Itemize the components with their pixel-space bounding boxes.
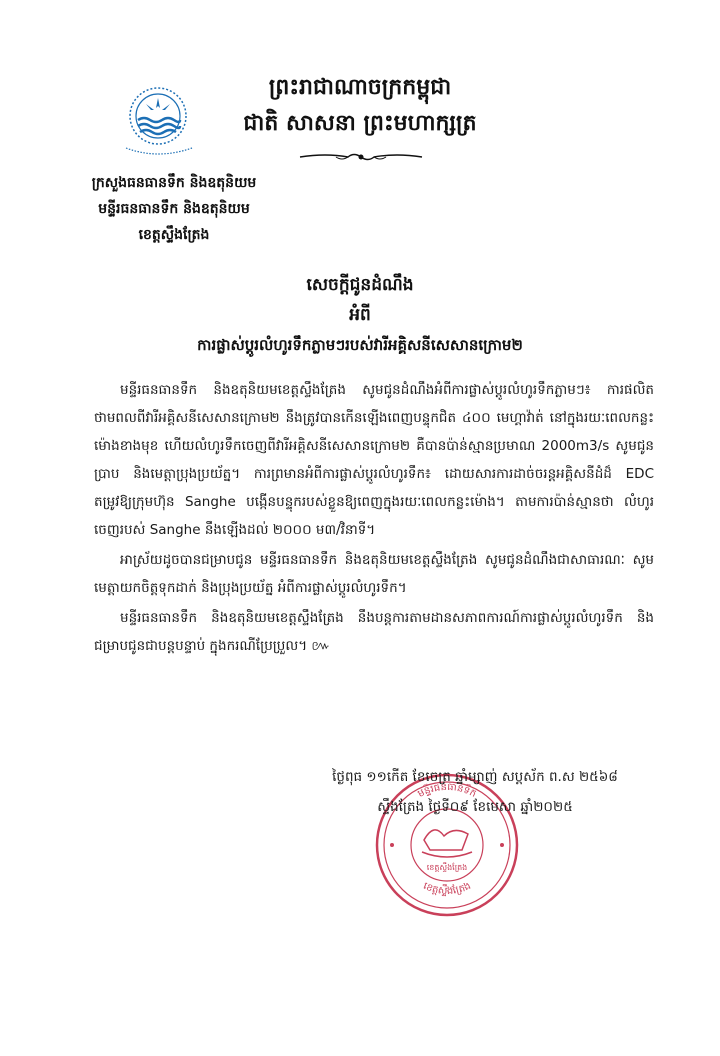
body-paragraph: អាស្រ័យដូចបានជម្រាបជូន មន្ទីរធនធានទឹក និងឧតុនិយមខេត្តស្ទឹងត្រែង សូមជូនដំណឹងជាសាធារណៈ សូមមេត្តាយកចិត្តទុកដាក់ និងប្រុងប្រយ័ត្ន អំពីការផ្លាស់ប្ដូរលំហូរទឹក។ xyxy=(94,552,654,596)
ministry-block xyxy=(34,170,314,248)
province-name: ខេត្តស្ទឹងត្រែង xyxy=(138,227,210,243)
notice-body xyxy=(94,376,654,662)
motto-line: ជាតិ សាសនា ព្រះមហាក្សត្រ xyxy=(243,111,477,136)
header-ornament xyxy=(296,150,426,164)
kingdom-heading xyxy=(210,70,510,142)
lunar-date: ថ្ងៃពុធ ១១កើត ខែចេត្រ ឆ្នាំម្សាញ់ សប្តស័ក ព.ស ២៥៦៨ xyxy=(332,769,618,785)
body-paragraph: មន្ទីរធនធានទឹក និងឧតុនិយមខេត្តស្ទឹងត្រែង នឹងបន្តការតាមដានសភាពការណ៍ការផ្លាស់ប្ដូរលំហូរទឹក និងជម្រាបជូនជាបន្តបន្ទាប់ ក្នុងករណីប្រែប្រួល។ ៚ xyxy=(94,610,654,654)
solar-date: ស្ទឹងត្រែង ថ្ងៃទី០៩ ខែមេសា ឆ្នាំ២០២៥ xyxy=(377,799,573,815)
notice-about: អំពី xyxy=(349,305,371,325)
stamp-center-text: ខេត្តស្ទឹងត្រែង xyxy=(426,863,468,872)
kingdom-line: ព្រះរាជាណាចក្រកម្ពុជា xyxy=(268,75,452,100)
notice-heading: សេចក្ដីជូនដំណឹង xyxy=(306,275,414,295)
body-paragraph: មន្ទីរធនធានទឹក និងឧតុនិយមខេត្តស្ទឹងត្រែង សូមជូនដំណឹងអំពីការផ្លាស់ប្ដូរលំហូរទឹកភ្លាមៗ៖ ការផលិតថាមពលពីវារីអគ្គិសនីសេសានក្រោម២ នឹងត្រូវបានកើនឡើងពេញបន្ទុកជិត ៤០០ មេហ្គាវ៉ាត់ នៅក្នុងរយៈពេលកន្លះម៉ោងខាងមុខ ហើយលំហូរទឹកចេញពីវារីអគ្គិសនីសេសានក្រោម២ គឺបានប៉ាន់ស្មានប្រមាណ 2000m3/s សូមជូនប្រាប និងមេត្តាប្រុងប្រយ័ត្ន។ ការព្រមានអំពីការផ្លាស់ប្ដូរលំហូរទឹក៖ ដោយសារការដាច់ចរន្តអគ្គិសនីដំដ៏ EDC តម្រូវឱ្យក្រុមហ៊ុន Sanghe បង្កើនបន្ទុករបស់ខ្លួនឱ្យពេញក្នុងរយៈពេលកន្លះម៉ោង។ តាមការប៉ាន់ស្មានថា លំហូរចេញរបស់ Sanghe នឹងឡើងដល់ ២០០០ ម៣/វិនាទី។ xyxy=(94,382,654,538)
stamp-top-text: មន្ទីរធនធានទឹក xyxy=(416,781,478,800)
department-name: មន្ទីរធនធានទឹក និងឧតុនិយម xyxy=(98,201,250,217)
ministry-logo xyxy=(122,86,210,160)
ministry-name: ក្រសួងធនធានទឹក និងឧតុនិយម xyxy=(91,175,257,191)
stamp-bottom-text: ខេត្តស្ទឹងត្រែង xyxy=(421,880,473,898)
notice-title xyxy=(180,270,540,360)
notice-subject: ការផ្លាស់ប្ដូរលំហូរទឹកភ្លាមៗរបស់វារីអគ្គិសនីសេសានក្រោម២ xyxy=(197,336,523,354)
date-block xyxy=(290,762,660,822)
